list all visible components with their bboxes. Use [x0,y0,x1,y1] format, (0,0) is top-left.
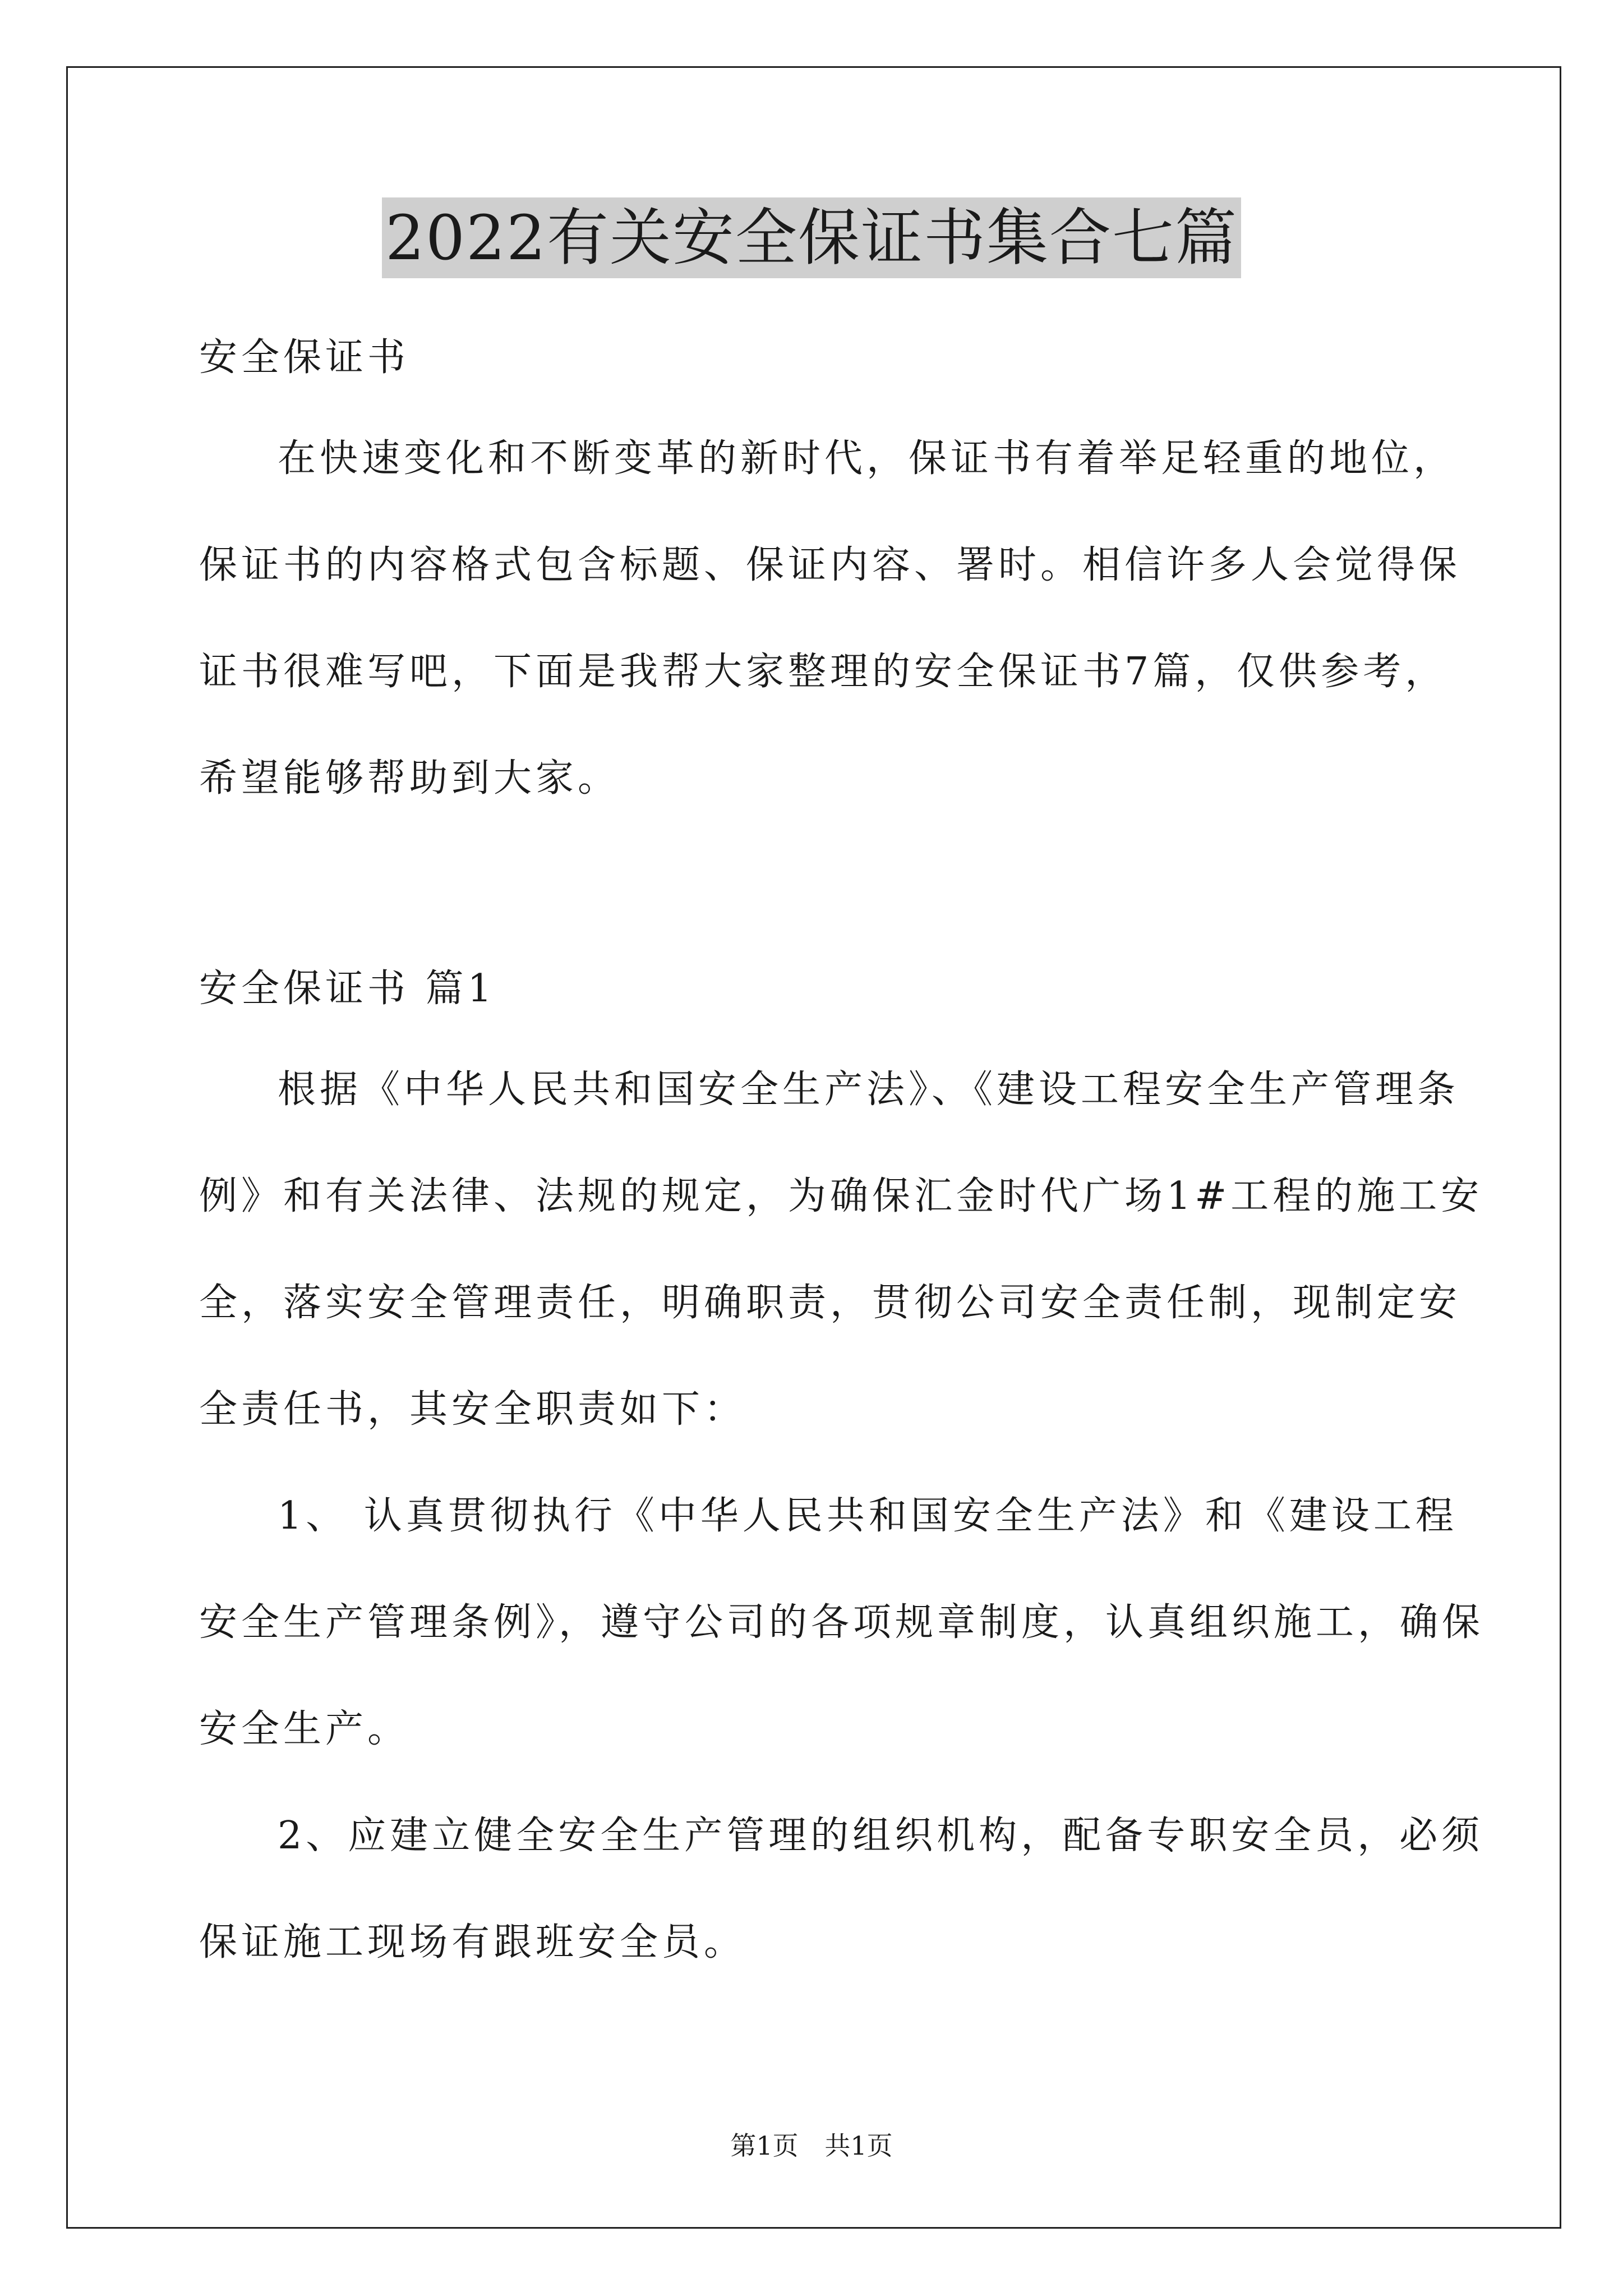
paragraph-line: 希望能够帮助到大家。 [199,756,620,800]
paragraph-line: 安全生产。 [199,1707,410,1751]
page-current: 第1页 [730,2131,799,2161]
title-container [0,197,1623,278]
paragraph-line: 1、 认真贯彻执行《中华人民共和国安全生产法》和《建设工程 [278,1494,1458,1538]
page-footer [0,2129,1623,2162]
paragraph-line: 保证书的内容格式包含标题、保证内容、署时。相信许多人会觉得保 [199,543,1461,587]
section-heading: 安全保证书 篇1 [199,967,496,1011]
page-total: 共1页 [824,2131,893,2161]
paragraph-line: 保证施工现场有跟班安全员。 [199,1920,746,1964]
paragraph-line: 在快速变化和不断变革的新时代，保证书有着举足轻重的地位， [278,436,1456,481]
paragraph-line: 例》和有关法律、法规的规定，为确保汇金时代广场1#工程的施工安 [199,1174,1483,1218]
paragraph-line: 安全生产管理条例》，遵守公司的各项规章制度，认真组织施工，确保 [199,1600,1484,1645]
paragraph-line: 2、应建立健全安全生产管理的组织机构，配备专职安全员，必须 [278,1814,1484,1858]
paragraph-line: 全，落实安全管理责任，明确职责，贯彻公司安全责任制，现制定安 [199,1281,1461,1325]
section-heading: 安全保证书 [199,335,410,380]
paragraph-line: 根据《中华人民共和国安全生产法》、《建设工程安全生产管理条 [278,1068,1460,1112]
document-title: 2022有关安全保证书集合七篇 [382,197,1241,278]
page-border [66,66,1561,2229]
paragraph-line: 证书很难写吧，下面是我帮大家整理的安全保证书7篇，仅供参考， [199,650,1447,694]
paragraph-line: 全责任书，其安全职责如下： [199,1387,746,1432]
